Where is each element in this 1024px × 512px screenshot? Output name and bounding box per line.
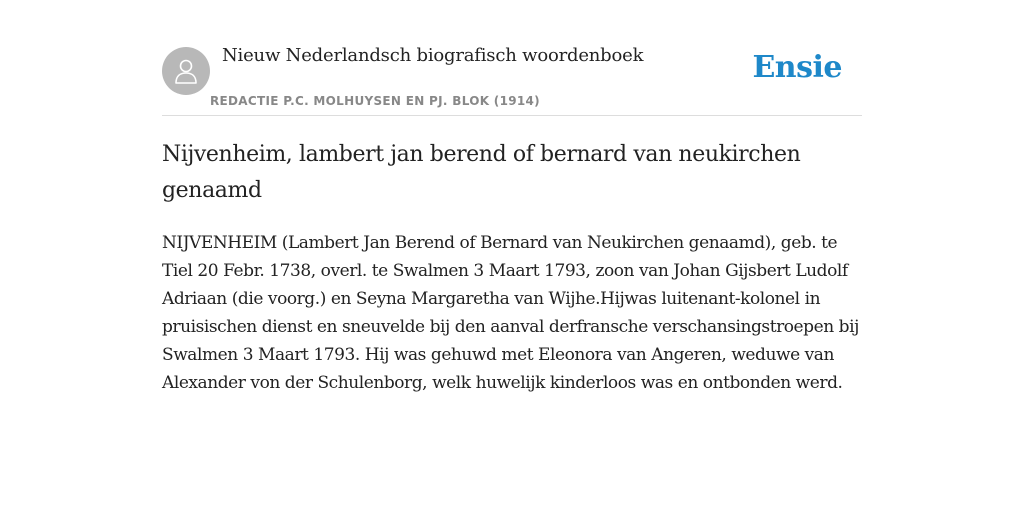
ensie-logo[interactable]: Ensie [752, 50, 842, 85]
user-icon [172, 57, 200, 85]
avatar [162, 47, 210, 95]
source-title[interactable]: Nieuw Nederlandsch biografisch woordenboek [222, 45, 644, 66]
entry-title: Nijvenheim, lambert jan berend of bernard van neukirchen genaamd [162, 142, 801, 203]
source-header [162, 0, 862, 116]
entry-card [162, 0, 862, 393]
entry-body: NIJVENHEIM (Lambert Jan Berend of Bernard van Neukirchen genaamd), geb. te Tiel 20 Febr. 1738, overl. te Swalmen 3 Maart 1793, zoon van Johan Gijsbert Ludolf Adriaan (die voorg.) en Seyna Margaretha van Wijhe.Hijwas luitenant-kolonel in pruisischen dienst en sneuvelde bij den aanval derfransche verschansingstroepen bij Swalmen 3 Maart 1793. Hij was gehuwd met Eleonora van Angeren, weduwe van Alexander von der Schulenborg, welk huwelijk kinderloos was en ontbonden werd. [162, 233, 859, 393]
source-subtitle: REDACTIE P.C. MOLHUYSEN EN PJ. BLOK (1914) [210, 94, 540, 108]
